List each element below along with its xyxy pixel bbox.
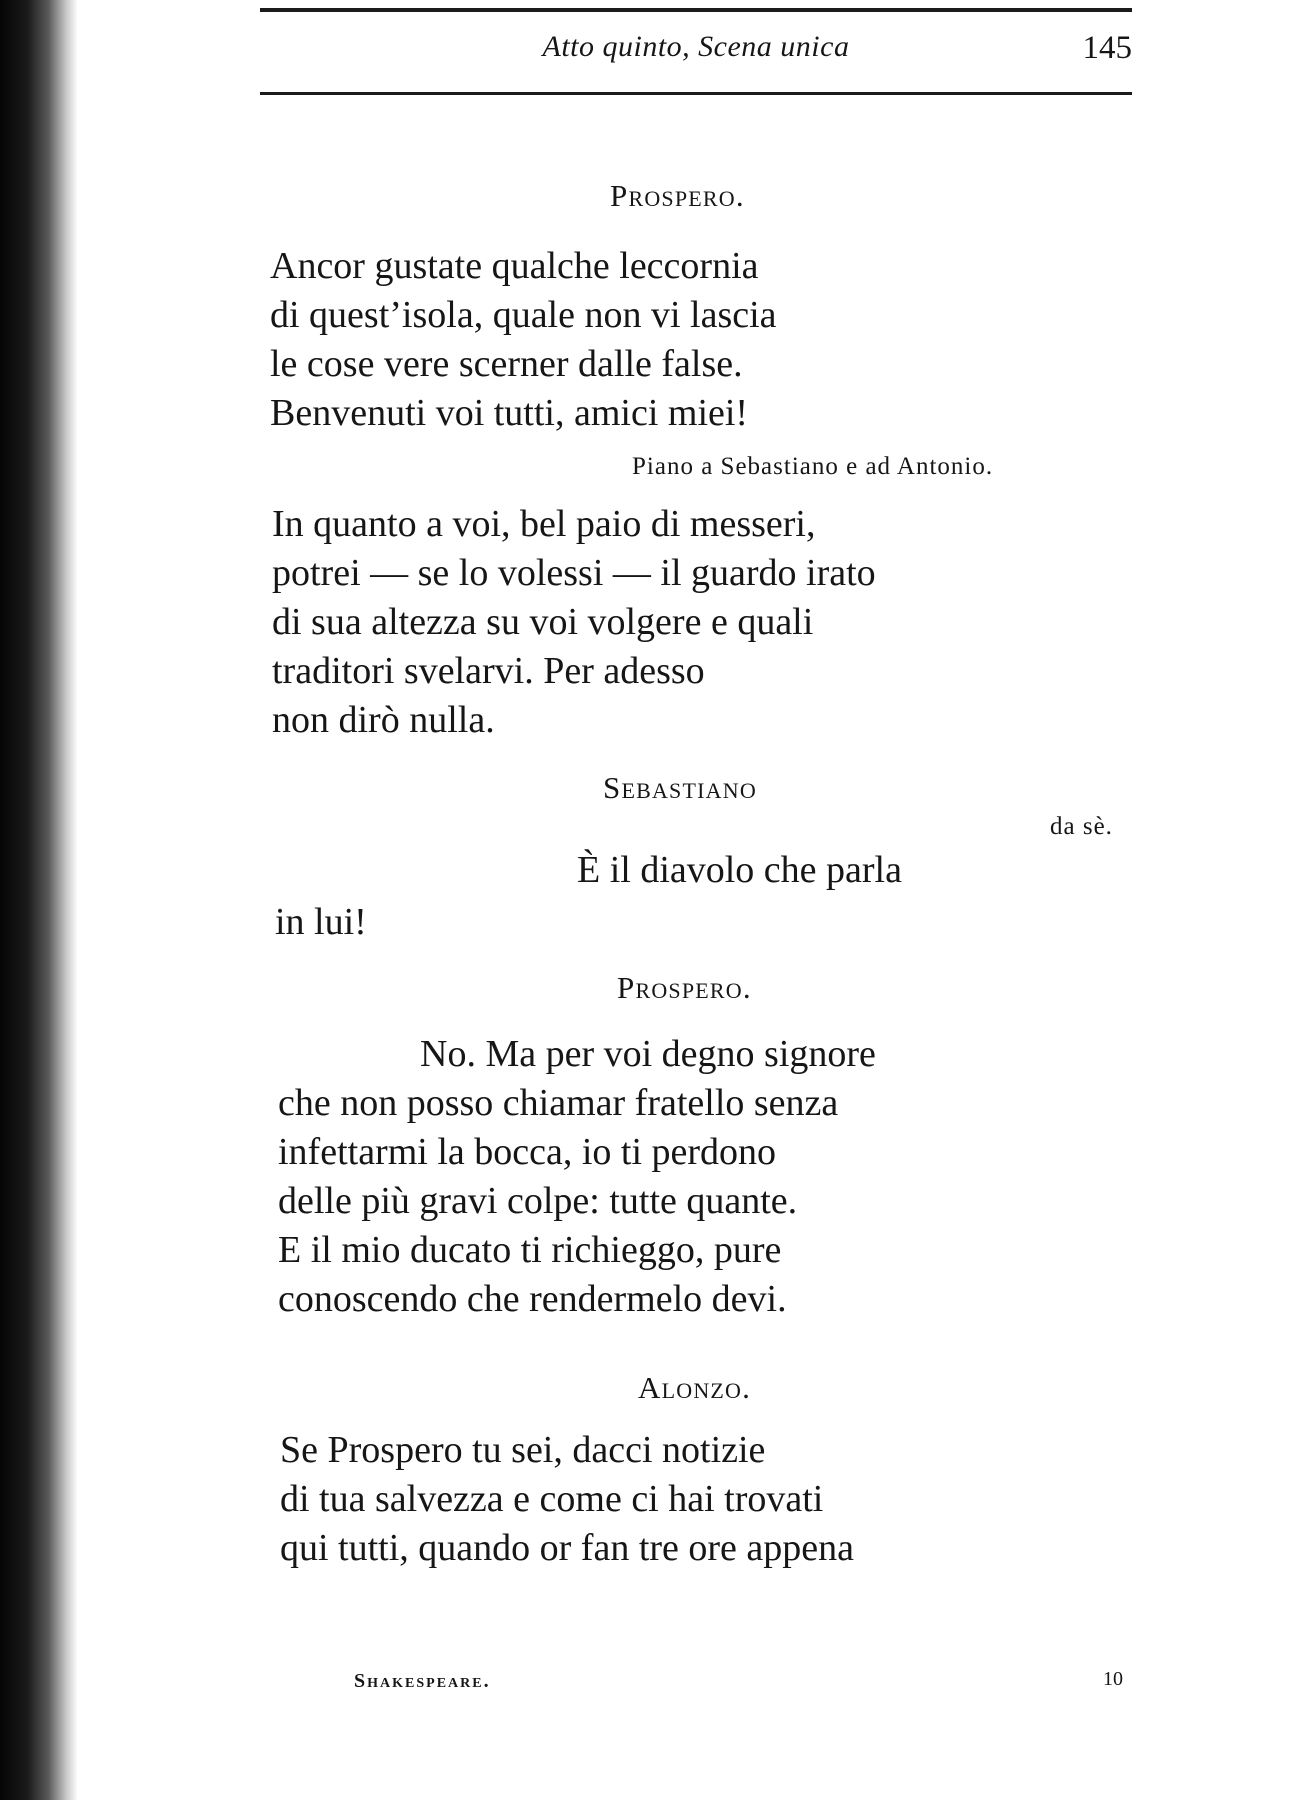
- verse-line: di sua altezza su voi volgere e quali: [272, 601, 814, 643]
- verse-line: E il mio ducato ti richieggo, pure: [278, 1229, 782, 1271]
- verse-line: in lui!: [275, 901, 367, 943]
- verse-line: conoscendo che rendermelo devi.: [278, 1278, 787, 1320]
- speaker-name: Prospero.: [610, 178, 745, 213]
- speaker-name: Alonzo.: [638, 1370, 752, 1405]
- verse-line: Ancor gustate qualche leccornia: [270, 245, 759, 287]
- verse-line: di tua salvezza e come ci hai trovati: [280, 1478, 824, 1520]
- verse-line: È il diavolo che parla: [577, 849, 902, 891]
- speaker-name: Prospero.: [617, 970, 752, 1005]
- page-number: 145: [1082, 30, 1132, 66]
- signature-mark: Shakespeare.: [354, 1670, 491, 1692]
- header-bottom-rule: [260, 92, 1132, 95]
- speaker-name: Sebastiano: [603, 770, 757, 805]
- stage-direction: Piano a Sebastiano e ad Antonio.: [632, 453, 994, 480]
- stage-direction: da sè.: [1050, 813, 1113, 840]
- verse-line: di quest’isola, quale non vi lascia: [270, 294, 777, 336]
- verse-line: Benvenuti voi tutti, amici miei!: [270, 392, 749, 434]
- verse-line: In quanto a voi, bel paio di messeri,: [272, 503, 816, 545]
- signature-number: 10: [1103, 1668, 1123, 1690]
- verse-line: No. Ma per voi degno signore: [420, 1033, 876, 1075]
- verse-line: traditori svelarvi. Per adesso: [272, 650, 705, 692]
- verse-line: qui tutti, quando or fan tre ore appena: [280, 1527, 855, 1569]
- verse-line: le cose vere scerner dalle false.: [270, 343, 743, 385]
- verse-line: infettarmi la bocca, io ti perdono: [278, 1131, 777, 1173]
- verse-stanza: [278, 1030, 876, 1324]
- verse-line: non dirò nulla.: [272, 699, 495, 741]
- verse-stanza: [270, 242, 777, 438]
- running-title: Atto quinto, Scena unica: [542, 30, 850, 63]
- verse-line: che non posso chiamar fratello senza: [278, 1082, 839, 1124]
- verse-stanza: [280, 1426, 854, 1573]
- book-spine-shadow: [0, 0, 78, 1800]
- verse-stanza: [272, 500, 876, 745]
- verse-line: delle più gravi colpe: tutte quante.: [278, 1180, 798, 1222]
- header-top-rule: [260, 8, 1132, 12]
- running-head: [260, 30, 1132, 74]
- verse-line: potrei — se lo volessi — il guardo irato: [272, 552, 876, 594]
- verse-line: Se Prospero tu sei, dacci notizie: [280, 1429, 766, 1471]
